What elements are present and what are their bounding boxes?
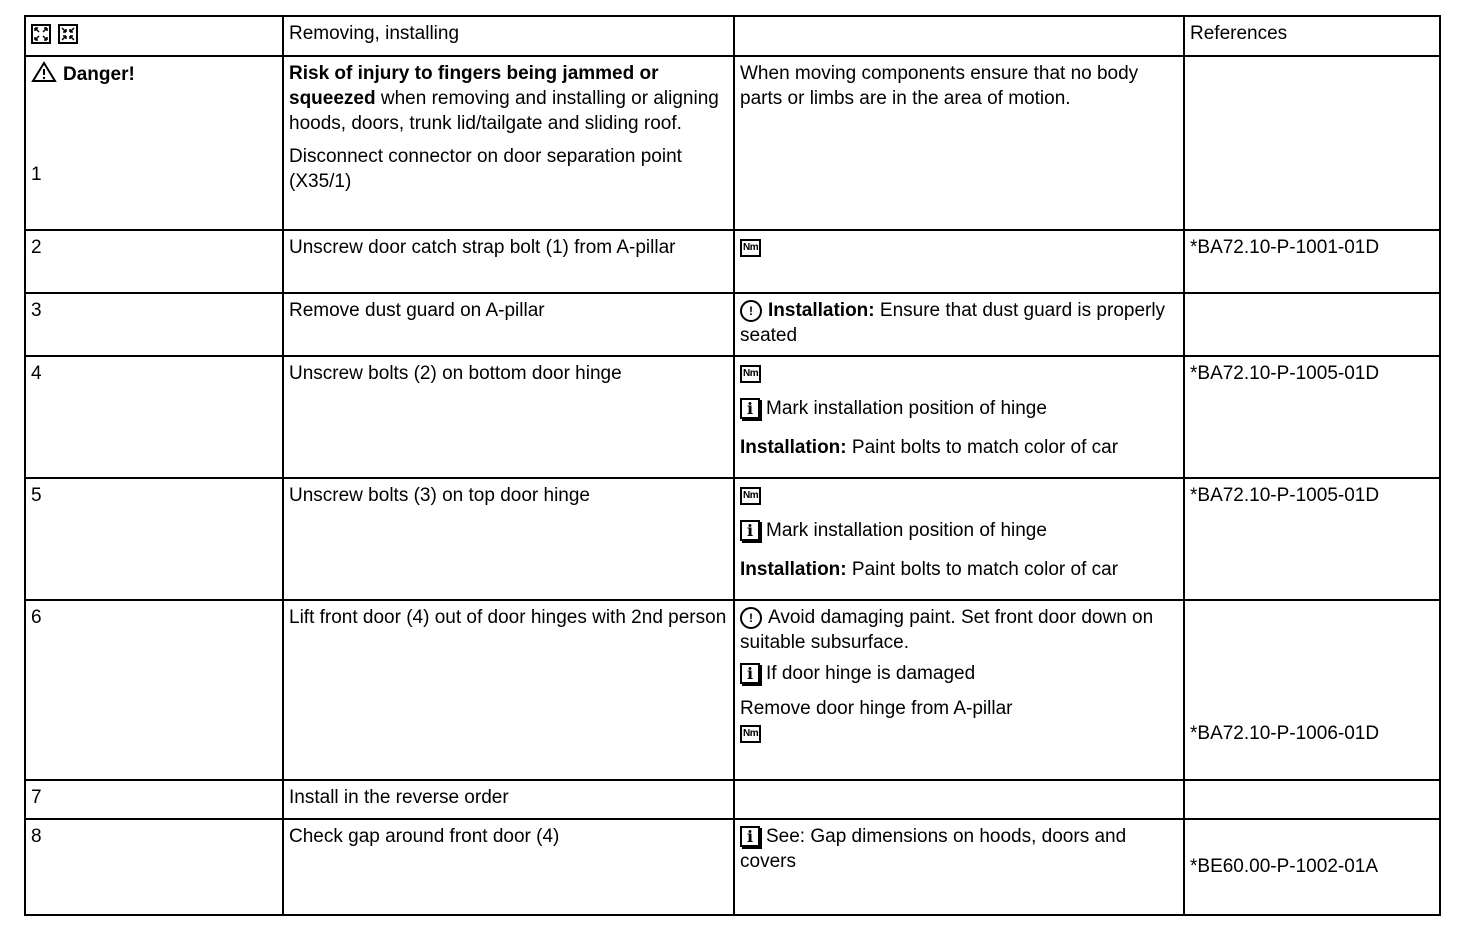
step-number: 4 <box>25 356 283 478</box>
step-text: Lift front door (4) out of door hinges with 2nd person <box>283 600 734 780</box>
info-box-icon[interactable]: i <box>740 520 760 541</box>
torque-nm-icon[interactable]: Nm <box>740 365 761 383</box>
note-cell <box>734 230 1184 293</box>
note-cell: When moving components ensure that no body parts or limbs are in the area of motion. <box>734 56 1184 230</box>
procedure-table <box>24 15 1441 916</box>
table-row <box>25 230 1440 293</box>
step-number: 8 <box>25 819 283 915</box>
torque-nm-icon[interactable]: Nm <box>740 239 761 257</box>
table-row <box>25 819 1440 915</box>
info-box-icon[interactable]: i <box>740 663 760 684</box>
step-text: Install in the reverse order <box>283 780 734 819</box>
installation-note: Paint bolts to match color of car <box>846 437 1119 458</box>
danger-label: Danger! <box>63 64 135 85</box>
reference-link[interactable]: *BA72.10-P-1006-01D <box>1190 723 1380 744</box>
step-text: Check gap around front door (4) <box>283 819 734 915</box>
step-number: 3 <box>25 293 283 356</box>
step-text: Remove dust guard on A-pillar <box>283 293 734 356</box>
caution-circle-icon: ! <box>740 607 762 629</box>
step-number: 2 <box>25 230 283 293</box>
reference-cell <box>1184 600 1440 780</box>
info-text: See: Gap dimensions on hoods, doors and covers <box>740 826 1127 872</box>
step-number: 5 <box>25 478 283 600</box>
warning-triangle-icon <box>31 61 57 90</box>
reference-link[interactable]: *BA72.10-P-1005-01D <box>1184 356 1440 478</box>
note-cell <box>734 780 1184 819</box>
step-text: Unscrew bolts (3) on top door hinge <box>283 478 734 600</box>
info-text: If door hinge is damaged <box>766 663 976 684</box>
step-number: 7 <box>25 780 283 819</box>
collapse-arrows-icon[interactable] <box>58 24 78 44</box>
note-cell <box>734 478 1184 600</box>
step-number: 1 <box>31 164 42 185</box>
header-removing-installing: Removing, installing <box>283 16 734 56</box>
torque-nm-icon[interactable]: Nm <box>740 487 761 505</box>
note-cell <box>734 600 1184 780</box>
header-row <box>25 16 1440 56</box>
note-cell <box>734 293 1184 356</box>
installation-label: Installation: <box>768 300 875 321</box>
installation-note: Paint bolts to match color of car <box>846 559 1119 580</box>
table-row <box>25 478 1440 600</box>
table-row <box>25 600 1440 780</box>
reference-cell <box>1184 56 1440 230</box>
table-row <box>25 293 1440 356</box>
header-references: References <box>1184 16 1440 56</box>
reference-cell <box>1184 780 1440 819</box>
header-notes <box>734 16 1184 56</box>
reference-link[interactable]: *BE60.00-P-1002-01A <box>1190 856 1379 877</box>
danger-text: when removing and installing or aligning hoods, doors, trunk lid/tailgate and sliding roof. <box>289 88 719 134</box>
step-number: 6 <box>25 600 283 780</box>
table-row <box>25 356 1440 478</box>
step-cell <box>25 56 283 230</box>
remove-hinge-text: Remove door hinge from A-pillar <box>740 698 1013 719</box>
torque-nm-icon[interactable]: Nm <box>740 725 761 743</box>
installation-label: Installation: <box>740 437 847 458</box>
step-text: Unscrew bolts (2) on bottom door hinge <box>283 356 734 478</box>
note-cell <box>734 356 1184 478</box>
reference-link[interactable]: *BA72.10-P-1005-01D <box>1184 478 1440 600</box>
action-cell <box>283 56 734 230</box>
installation-label: Installation: <box>740 559 847 580</box>
danger-text-bold: Risk of injury to fingers being jammed or squeezed <box>289 63 659 109</box>
info-text: Mark installation position of hinge <box>766 398 1047 419</box>
step-text: Unscrew door catch strap bolt (1) from A-pillar <box>283 230 734 293</box>
info-box-icon[interactable]: i <box>740 826 760 847</box>
reference-cell <box>1184 819 1440 915</box>
caution-text: Avoid damaging paint. Set front door down on suitable subsurface. <box>740 607 1154 653</box>
table-row <box>25 56 1440 230</box>
caution-circle-icon: ! <box>740 300 762 322</box>
reference-cell <box>1184 293 1440 356</box>
reference-link[interactable]: *BA72.10-P-1001-01D <box>1184 230 1440 293</box>
expand-arrows-icon[interactable] <box>31 24 51 44</box>
step-text: Disconnect connector on door separation point (X35/1) <box>289 146 682 192</box>
info-box-icon[interactable]: i <box>740 398 760 419</box>
info-text: Mark installation position of hinge <box>766 520 1047 541</box>
table-row <box>25 780 1440 819</box>
note-cell <box>734 819 1184 915</box>
header-cell-icons <box>25 16 283 56</box>
installation-note: Ensure that dust guard is properly seated <box>740 300 1166 346</box>
